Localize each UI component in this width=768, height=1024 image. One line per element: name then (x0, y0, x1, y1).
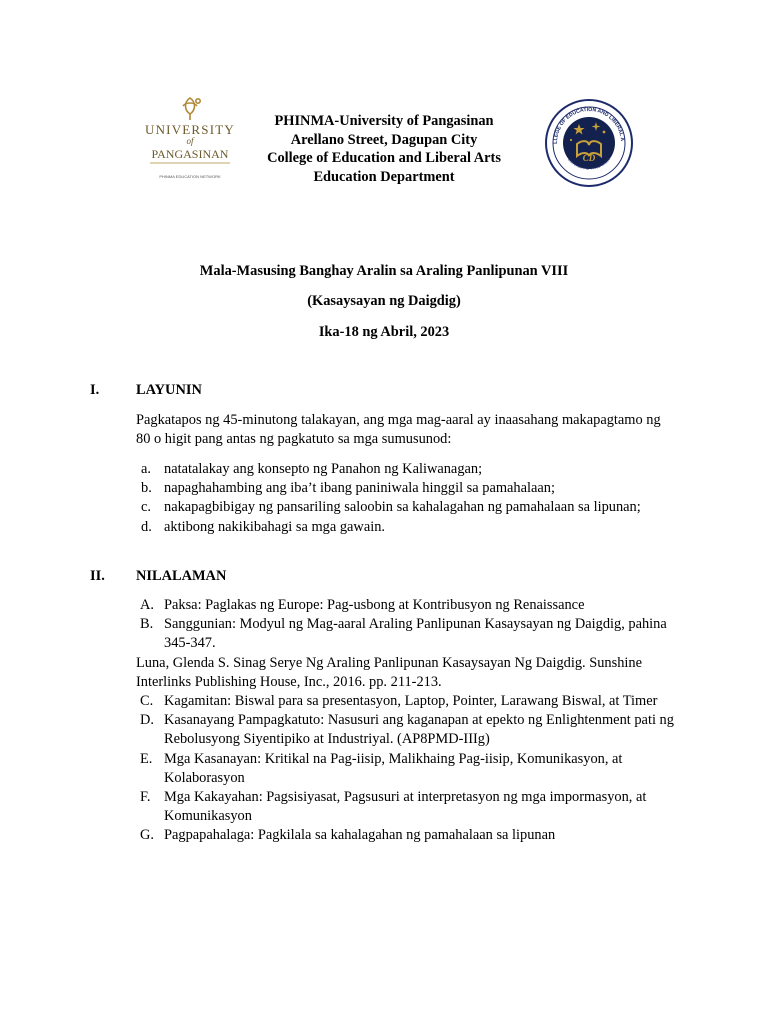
list-marker: d. (141, 518, 152, 535)
list-item-text: Kasanayang Pampagkatuto: Nasusuri ang kaganapan at epekto ng Enlightenment pati ng Rebolusyong Siyentipiko at Industriyal. (AP8PMD-IIIg) (164, 712, 674, 748)
seal-ring-text: LLEGE OF EDUCATION AND LIBERAL A (552, 106, 625, 144)
list-item (136, 692, 681, 711)
list-item-text: aktibong nakikibahagi sa mga gawain. (164, 518, 385, 535)
college-seal (544, 98, 634, 188)
plan-subject: (Kasaysayan ng Daigdig) (307, 293, 461, 309)
school-name: PHINMA-University of Pangasinan (274, 113, 494, 129)
list-marker: B. (140, 616, 154, 633)
list-marker: A. (140, 597, 154, 613)
list-item (136, 479, 681, 498)
list-item (136, 518, 681, 537)
reference-text: Luna, Glenda S. Sinag Serye Ng Araling Panlipunan Kasaysayan Ng Daigdig. Sunshine Interlinks Publishing House, Inc., 2016. pp. 211-213. (136, 654, 642, 690)
logo-text-3: PANGASINAN (151, 147, 229, 161)
university-logo (140, 92, 240, 182)
school-header (238, 112, 530, 186)
list-item-text: Mga Kasanayan: Kritikal na Pag-iisip, Malikhaing Pag-iisip, Komunikasyon, at Kolaborasyon (164, 750, 623, 786)
list-item-text: natatalakay ang konsepto ng Panahon ng Kaliwanagan; (164, 461, 483, 477)
logo-text-1: UNIVERSITY (145, 122, 235, 137)
list-item-text: Pagpapahalaga: Pagkilala sa kahalagahan ng pamahalaan sa lipunan (164, 827, 556, 844)
section-1-number: I. (90, 382, 100, 398)
list-item-reference (136, 654, 681, 692)
seal-monogram: CD (582, 153, 596, 163)
logo-text-2: of (186, 136, 194, 146)
list-item-text: Kagamitan: Biswal para sa presentasyon, Laptop, Pointer, Larawang Biswal, at Timer (164, 693, 658, 710)
list-item-text: Paksa: Paglakas ng Europe: Pag-usbong at Kontribusyon ng Renaissance (164, 597, 585, 613)
list-item (136, 750, 681, 788)
section-1-heading: LAYUNIN (136, 382, 202, 398)
list-item (136, 615, 681, 653)
list-item (136, 788, 681, 826)
crest-icon (183, 98, 200, 120)
list-marker: F. (140, 789, 151, 806)
list-marker: c. (141, 499, 151, 516)
plan-title: Mala-Masusing Banghay Aralin sa Araling Panlipunan VIII (199, 263, 569, 279)
list-item-text: napaghahambing ang iba’t ibang paniniwala hinggil sa pamahalaan; (164, 480, 555, 497)
list-marker: D. (140, 712, 154, 729)
list-marker: C. (140, 693, 154, 710)
section-1-intro: Pagkatapos ng 45-minutong talakayan, ang mga mag-aaral ay inaasahang makapagtamo ng 80 o higit pang antas ng pagkatuto sa mga sumusunod: (136, 412, 661, 448)
list-item (136, 596, 681, 615)
college-name: College of Education and Liberal Arts (267, 150, 501, 166)
list-item (136, 711, 681, 749)
list-item (136, 826, 681, 845)
list-item (136, 460, 681, 479)
seal-bottom-text: UNIVERSITY OF PANGASINAN (566, 157, 612, 171)
list-marker: G. (140, 827, 154, 844)
content-list (136, 596, 681, 846)
list-item-text: Sanggunian: Modyul ng Mag-aaral Araling Panlipunan Kasaysayan ng Daigdig, pahina 345-347. (164, 616, 667, 652)
plan-date: Ika-18 ng Abril, 2023 (318, 324, 450, 340)
objectives-list (136, 460, 681, 537)
list-item (136, 498, 681, 517)
list-item-text: nakapagbibigay ng pansariling saloobin sa kahalagahan ng pamahalaan sa lipunan; (164, 499, 641, 516)
department-name: Education Department (313, 168, 455, 185)
list-marker: b. (141, 480, 152, 497)
logo-text-4: PHINMA EDUCATION NETWORK (159, 174, 221, 179)
list-item-text: Mga Kakayahan: Pagsisiyasat, Pagsusuri at interpretasyon ng mga impormasyon, at Komunikasyon (164, 789, 647, 825)
list-marker: a. (141, 461, 151, 477)
school-address: Arellano Street, Dagupan City (290, 131, 478, 148)
section-2-heading: NILALAMAN (136, 568, 227, 584)
list-marker: E. (140, 750, 153, 767)
section-2-number: II. (90, 568, 105, 584)
